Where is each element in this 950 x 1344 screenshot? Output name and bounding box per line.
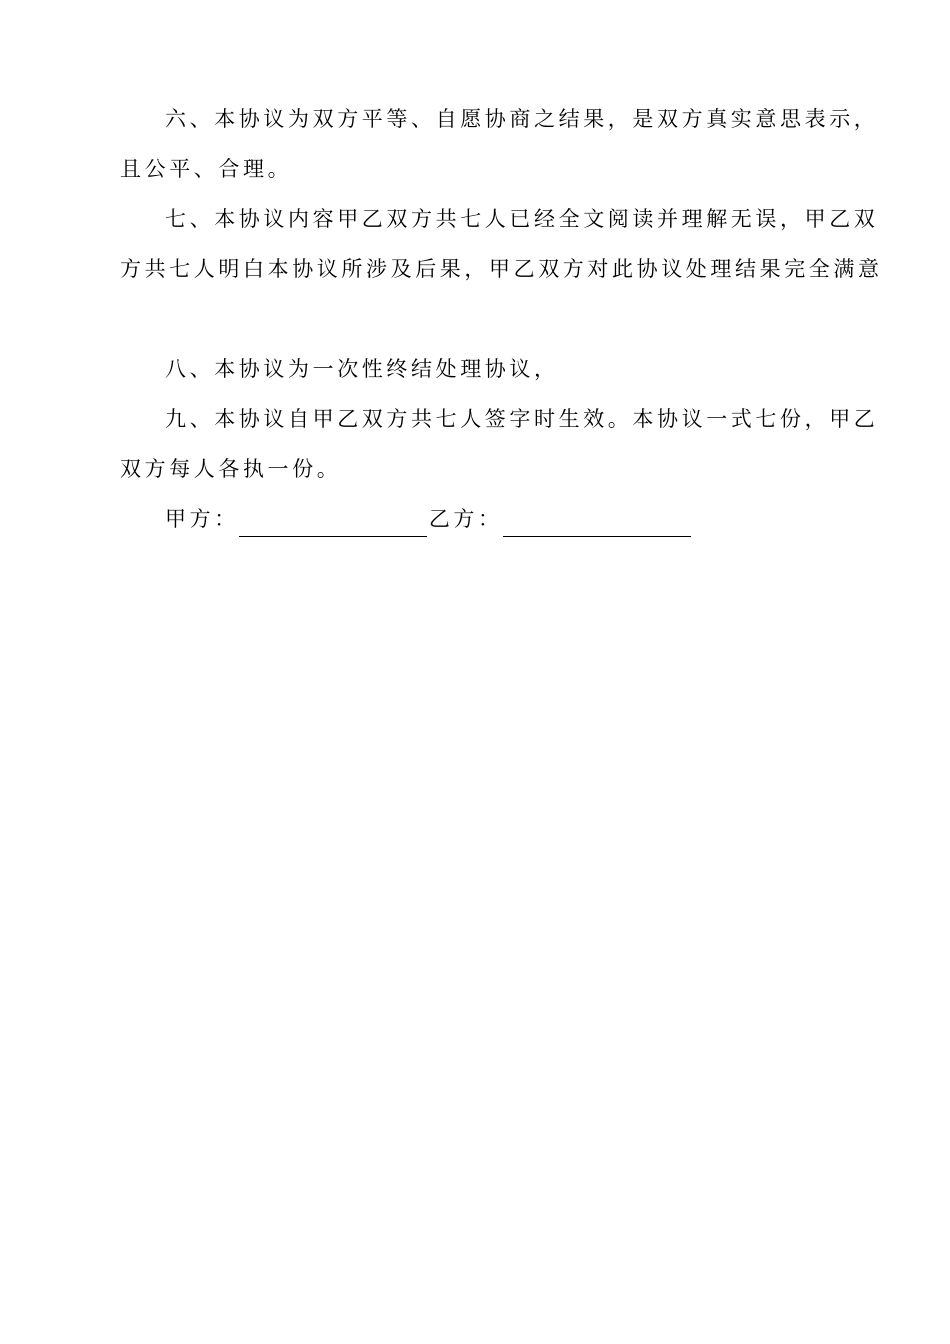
clause-9 <box>120 394 879 494</box>
clause-6 <box>120 94 879 194</box>
party-b-signature-line <box>503 514 691 537</box>
clause-7-line-1: 七、本协议内容甲乙双方共七人已经全文阅读并理解无误，甲乙双 <box>165 207 879 231</box>
clause-6-line-2: 且公平、合理。 <box>120 157 293 181</box>
clause-9-line-1: 九、本协议自甲乙双方共七人签字时生效。本协议一式七份，甲乙 <box>165 407 879 431</box>
clause-6-line-1: 六、本协议为双方平等、自愿协商之结果，是双方真实意思表示， <box>165 107 879 131</box>
party-a-signature-line <box>239 514 427 537</box>
clause-7 <box>120 194 883 294</box>
clause-8-line-1: 八、本协议为一次性终结处理协议， <box>165 357 559 381</box>
clause-8 <box>120 344 832 394</box>
clause-7-line-2: 方共七人明白本协议所涉及后果，甲乙双方对此协议处理结果完全满意 <box>120 257 883 281</box>
signature-row <box>165 494 693 544</box>
clause-9-line-2: 双方每人各执一份。 <box>120 457 342 481</box>
party-b-label: 乙方： <box>428 507 503 531</box>
party-a-label: 甲方： <box>165 507 239 531</box>
